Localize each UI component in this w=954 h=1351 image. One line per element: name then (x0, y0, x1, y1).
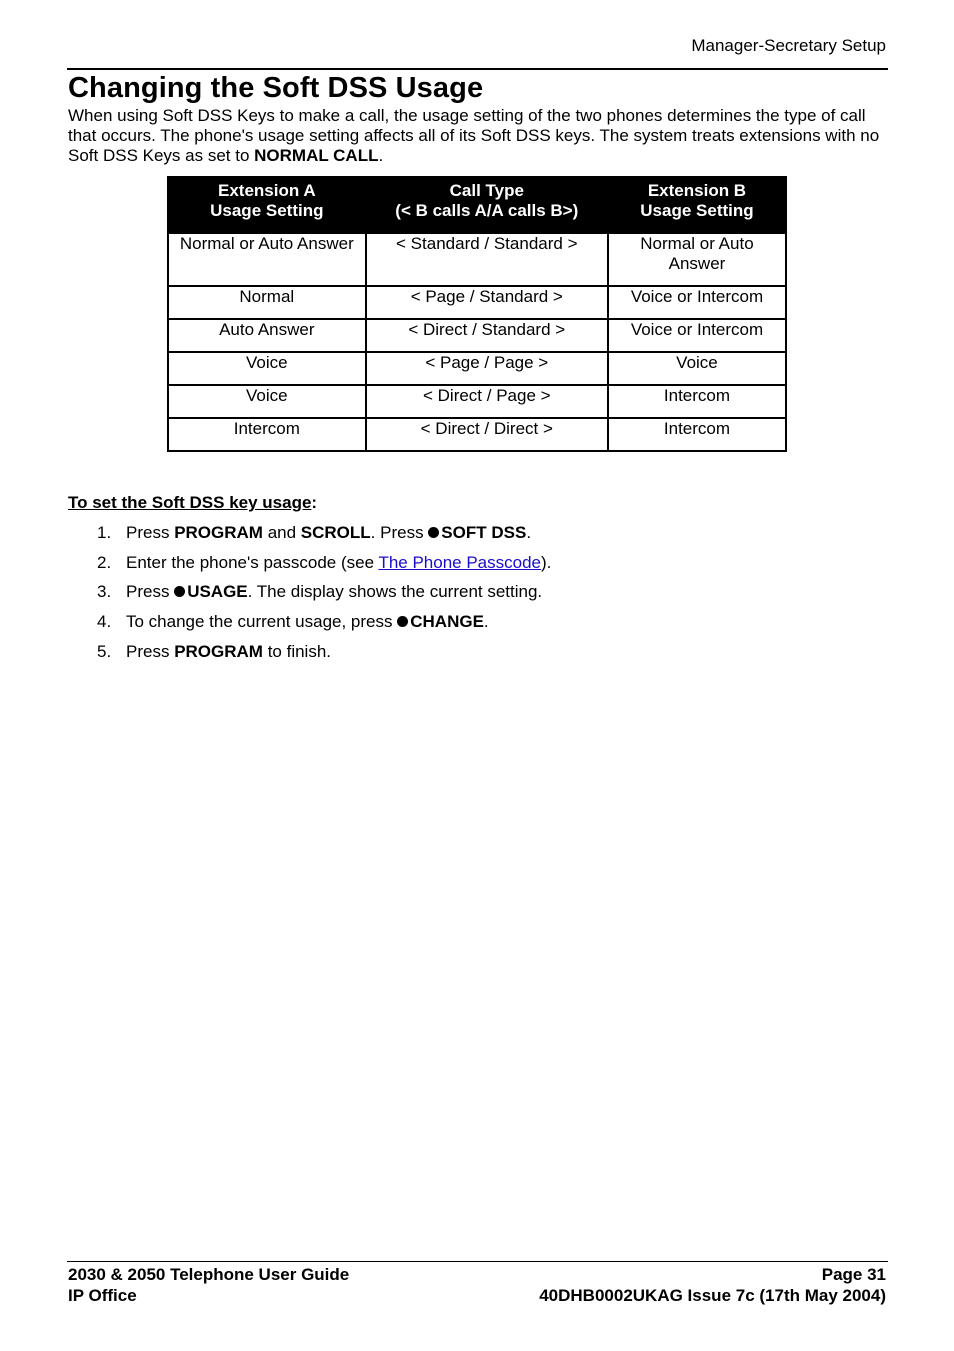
table-cell: Voice or Intercom (608, 286, 786, 319)
table-cell: < Page / Page > (366, 352, 608, 385)
soft-key-dot-icon (428, 527, 439, 538)
table-header-row (168, 177, 786, 233)
step-number: 5. (97, 641, 112, 661)
table-row (168, 418, 786, 451)
table-cell: < Page / Standard > (366, 286, 608, 319)
header-line: Extension A (218, 181, 316, 200)
procedure-heading (68, 493, 317, 513)
table-cell: Voice (168, 385, 366, 418)
table-row (168, 233, 786, 286)
intro-end: . (378, 146, 384, 165)
procedure-heading-colon: : (311, 493, 318, 512)
key-name: PROGRAM (174, 523, 263, 542)
table-cell: Intercom (168, 418, 366, 451)
step-fragment: Press (126, 582, 175, 602)
header-line: Usage Setting (640, 201, 754, 220)
table-cell: < Direct / Standard > (366, 319, 608, 352)
step-fragment: Press (126, 641, 175, 661)
header-call-type (366, 177, 608, 233)
intro-paragraph (68, 106, 888, 166)
step-number: 3. (97, 582, 112, 602)
header-line: Extension B (647, 181, 747, 200)
table-cell: Auto Answer (168, 319, 366, 352)
key-name: USAGE (187, 582, 248, 602)
table-cell: Voice or Intercom (608, 319, 786, 352)
footer-divider (67, 1261, 888, 1262)
step-fragment: to finish. (262, 641, 332, 661)
table-cell: < Standard / Standard > (366, 233, 608, 286)
header-divider (67, 68, 888, 70)
table-cell: Voice (168, 352, 366, 385)
key-name: CHANGE (410, 612, 484, 632)
step-number: 2. (97, 552, 112, 572)
table-cell: Intercom (608, 385, 786, 418)
step-fragment: . (483, 612, 489, 632)
step-fragment: . (526, 523, 532, 542)
table-row (168, 385, 786, 418)
step-text (126, 552, 551, 574)
page-number: Page 31 (821, 1265, 886, 1284)
step-fragment: Enter the phone's passcode (see (126, 552, 379, 572)
step-number: 4. (97, 612, 112, 632)
product-name: IP Office (68, 1286, 137, 1305)
header-extension-b (608, 177, 786, 233)
running-header: Manager-Secretary Setup (691, 36, 886, 55)
table-cell: Normal (168, 286, 366, 319)
procedure-heading-text: To set the Soft DSS key usage (68, 493, 312, 512)
header-line: (< B calls A/A calls B>) (395, 201, 579, 220)
key-name: PROGRAM (174, 641, 263, 661)
table-cell: < Direct / Page > (366, 385, 608, 418)
step-text (126, 641, 331, 663)
table-cell: < Direct / Direct > (366, 418, 608, 451)
table-cell: Normal or Auto Answer (168, 233, 366, 286)
step-fragment: To change the current usage, press (126, 612, 398, 632)
footer-right (539, 1264, 886, 1306)
header-line: Call Type (449, 181, 524, 200)
step-fragment: . Press (370, 523, 429, 542)
table-row (168, 352, 786, 385)
step-text (126, 581, 542, 603)
step-number: 1. (97, 523, 112, 542)
usage-table (167, 176, 787, 452)
step-fragment: and (262, 523, 301, 542)
intro-text: When using Soft DSS Keys to make a call, the usage setting of the two phones determines the type of call that occurs. The phone's usage setting affects all of its Soft DSS keys. The system treats extensions with no Soft DSS Keys as set to (68, 106, 880, 165)
soft-key-dot-icon (397, 616, 408, 627)
step-fragment: Press (126, 523, 175, 542)
header-line: Usage Setting (210, 201, 324, 220)
key-name: SCROLL (300, 523, 371, 542)
phone-passcode-link[interactable]: The Phone Passcode (378, 552, 541, 572)
document-issue: 40DHB0002UKAG Issue 7c (17th May 2004) (539, 1286, 886, 1305)
soft-key-dot-icon (174, 586, 185, 597)
header-extension-a (168, 177, 366, 233)
guide-title: 2030 & 2050 Telephone User Guide (68, 1265, 350, 1284)
table-row (168, 286, 786, 319)
step-fragment: . The display shows the current setting. (247, 582, 543, 602)
table-cell: Voice (608, 352, 786, 385)
intro-bold-term: NORMAL CALL (254, 146, 379, 165)
table-cell: Normal or Auto Answer (608, 233, 786, 286)
footer-left (68, 1264, 349, 1306)
key-name: SOFT DSS (441, 523, 527, 542)
step-text (126, 611, 489, 633)
table-cell: Intercom (608, 418, 786, 451)
table-row (168, 319, 786, 352)
step-text (126, 522, 531, 544)
step-fragment: ). (541, 552, 552, 572)
page-title: Changing the Soft DSS Usage (68, 72, 484, 104)
